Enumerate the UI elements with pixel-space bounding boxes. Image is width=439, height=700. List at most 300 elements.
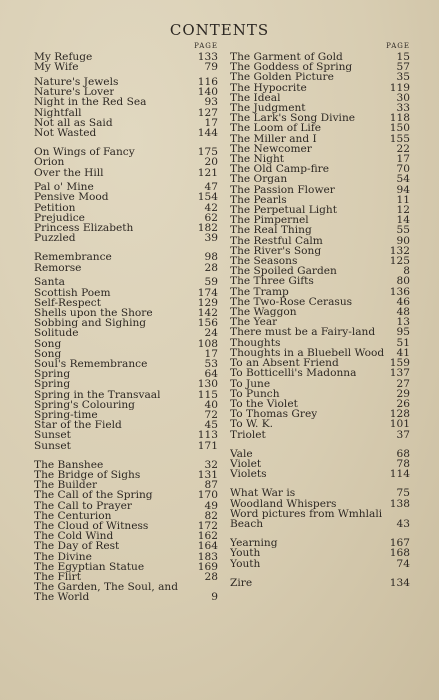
entry-page-number: 154: [197, 191, 218, 204]
entry-page-number: 90: [396, 234, 410, 247]
entry-title: The Pearls: [230, 194, 287, 206]
contents-entry: [230, 195, 410, 205]
section-spacer: [230, 479, 410, 488]
entry-page-number: 164: [197, 540, 218, 553]
entry-page-number: 37: [396, 428, 410, 441]
entry-page-number: 75: [396, 487, 410, 500]
entry-page-number: 108: [197, 337, 218, 350]
contents-entry: [34, 572, 218, 582]
entry-page-number: 115: [197, 388, 218, 401]
contents-entry: [230, 103, 410, 113]
entry-page-number: 159: [389, 357, 410, 370]
entry-page-number: 93: [204, 96, 218, 109]
entry-title: The Garment of Gold: [230, 52, 343, 63]
contents-entry: [230, 327, 410, 337]
entry-page-number: 162: [197, 530, 218, 543]
entry-page-number: 8: [403, 265, 410, 278]
entry-page-number: 11: [396, 193, 410, 206]
contents-entry: [34, 349, 218, 359]
entry-page-number: 74: [396, 557, 410, 570]
entry-page-number: 17: [204, 116, 218, 129]
entry-page-number: 33: [396, 102, 410, 115]
contents-entry: [230, 307, 410, 317]
contents-entry: [230, 93, 410, 103]
entry-page-number: 48: [396, 306, 410, 319]
entry-title: Vale: [230, 448, 253, 459]
contents-entry: [34, 480, 218, 490]
contents-entry: [230, 164, 410, 174]
entry-page-number: 94: [396, 183, 410, 196]
contents-entry: [230, 287, 410, 297]
section-spacer: [34, 243, 218, 252]
entry-title: To the Violet: [230, 398, 298, 410]
entry-title: The Golden Picture: [230, 72, 334, 83]
entry-title: To W. K.: [230, 419, 274, 430]
entry-page-number: 182: [197, 222, 218, 235]
entry-title: The Old Camp-fire: [230, 164, 329, 175]
entry-page-number: 150: [389, 122, 410, 135]
entry-page-number: 46: [396, 295, 410, 308]
entry-page-number: 47: [204, 181, 218, 194]
entry-page-number: 70: [396, 163, 410, 176]
entry-title: The Garden, The Soul, and: [34, 582, 179, 593]
contents-entry: [230, 276, 410, 286]
entry-page-number: 125: [389, 255, 410, 268]
contents-entry: [230, 317, 410, 327]
entry-title: The Call of the Spring: [34, 490, 153, 501]
entry-title: The Bridge of Sighs: [34, 470, 141, 481]
entry-title: The Spoiled Garden: [230, 266, 337, 277]
contents-entry: [34, 192, 218, 202]
entry-title: The Restful Calm: [230, 235, 323, 246]
contents-entry: [230, 578, 410, 588]
entry-page-number: 64: [204, 368, 218, 381]
entry-title: Prejudice: [34, 212, 85, 224]
entry-title: The Tramp: [230, 286, 289, 297]
entry-title: Pensive Mood: [34, 192, 109, 203]
contents-entry: [230, 488, 410, 498]
contents-entry: [34, 97, 218, 107]
entry-title: To June: [230, 378, 271, 389]
entry-title: The Hypocrite: [230, 82, 307, 93]
contents-entry: [230, 499, 410, 509]
entry-page-number: 116: [197, 75, 218, 88]
entry-title: Thoughts: [230, 337, 281, 348]
entry-page-number: 59: [204, 276, 218, 289]
entry-title: The Divine: [34, 551, 92, 562]
entry-title: The Lark's Song Divine: [230, 113, 356, 124]
contents-entry: [230, 62, 410, 72]
entry-page-number: 68: [396, 447, 410, 460]
entry-title: The Centurion: [34, 510, 112, 522]
entry-title: There must be a Fairy-land: [230, 327, 376, 338]
entry-page-number: 130: [197, 378, 218, 391]
contents-entry: [230, 215, 410, 225]
contents-entry: [230, 409, 410, 419]
section-spacer: [230, 569, 410, 578]
entry-title: Spring: [34, 379, 71, 390]
contents-entry: [34, 390, 218, 400]
entry-title: The Loom of Life: [230, 123, 322, 134]
contents-entry: [230, 83, 410, 93]
entry-page-number: 29: [396, 387, 410, 400]
contents-entry: [34, 531, 218, 541]
entry-title: Song: [34, 348, 62, 359]
entry-title: Star of the Field: [34, 420, 122, 431]
entry-page-number: 172: [197, 520, 218, 533]
entry-page-number: 13: [396, 316, 410, 329]
entry-title: The Passion Flower: [230, 184, 335, 195]
contents-entry: [34, 77, 218, 87]
page-column-header: PAGE: [194, 42, 218, 50]
entry-page-number: 45: [204, 419, 218, 432]
contents-entry: [34, 87, 218, 97]
entry-title: The Day of Rest: [34, 541, 120, 552]
contents-entry: [230, 123, 410, 133]
entry-title: Woodland Whispers: [230, 498, 337, 509]
contents-entry: [34, 182, 218, 192]
contents-entry: [230, 174, 410, 184]
entry-page-number: 22: [396, 142, 410, 155]
entry-title: The Banshee: [34, 459, 104, 471]
entry-title: Santa: [34, 277, 65, 288]
entry-page-number: 42: [204, 201, 218, 214]
entry-page-number: 79: [204, 61, 218, 74]
entry-title: Violet: [230, 458, 262, 470]
page-title: CONTENTS: [169, 21, 270, 39]
entry-page-number: 167: [389, 537, 410, 550]
entry-page-number: 183: [197, 550, 218, 563]
contents-entry: [34, 52, 218, 62]
entry-title: Nature's Lover: [34, 87, 115, 98]
entry-title: My Refuge: [34, 52, 93, 63]
entry-title: To Thomas Grey: [230, 409, 318, 420]
contents-entry: [34, 369, 218, 379]
contents-list-left: [34, 52, 218, 603]
contents-entry: [34, 108, 218, 118]
entry-page-number: 49: [204, 499, 218, 512]
contents-entry: [230, 256, 410, 266]
entry-title: Not all as Said: [34, 117, 113, 128]
entry-title: Sunset: [34, 430, 71, 441]
contents-entry: [34, 582, 218, 592]
entry-page-number: 17: [204, 347, 218, 360]
entry-title: The Seasons: [230, 256, 298, 267]
entry-title: The Year: [230, 317, 278, 328]
entry-title: Shells upon the Shore: [34, 307, 153, 319]
entry-page-number: 54: [396, 173, 410, 186]
contents-entry: [34, 233, 218, 243]
contents-entry: [34, 562, 218, 572]
entry-page-number: 20: [204, 156, 218, 169]
contents-entry: [34, 359, 218, 369]
contents-column-left: [34, 40, 218, 680]
entry-page-number: 30: [396, 91, 410, 104]
contents-entry: [34, 470, 218, 480]
entry-page-number: 133: [197, 51, 218, 63]
entry-page-number: 28: [204, 571, 218, 584]
entry-title: Remembrance: [34, 252, 112, 263]
entry-title: The Cloud of Witness: [34, 521, 149, 532]
entry-page-number: 17: [396, 153, 410, 166]
entry-title: The World: [34, 592, 90, 603]
entry-page-number: 155: [389, 132, 410, 145]
entry-page-number: 119: [389, 81, 410, 94]
entry-title: Zire: [230, 577, 253, 588]
contents-entry: [34, 511, 218, 521]
entry-page-number: 101: [389, 418, 410, 431]
entry-page-number: 15: [396, 51, 410, 63]
contents-entry: [34, 157, 218, 167]
entry-title: The Night: [230, 154, 285, 165]
entry-title: The Real Thing: [230, 225, 312, 236]
contents-entry: [34, 288, 218, 298]
entry-title: To Botticelli's Madonna: [230, 368, 357, 379]
entry-title: What War is: [230, 488, 296, 499]
contents-entry: [230, 519, 410, 529]
entry-page-number: 32: [204, 458, 218, 471]
contents-entry: [230, 225, 410, 235]
entry-page-number: 137: [389, 367, 410, 380]
contents-entry: [230, 205, 410, 215]
entry-page-number: 80: [396, 275, 410, 288]
contents-entry: [230, 538, 410, 548]
entry-page-number: 121: [197, 166, 218, 179]
contents-entry: [34, 501, 218, 511]
contents-entry: [34, 541, 218, 551]
entry-title: To an Absent Friend: [230, 358, 339, 369]
entry-title: Yearning: [230, 538, 278, 549]
entry-title: Beach: [230, 518, 264, 530]
entry-title: Not Wasted: [34, 127, 97, 139]
entry-title: Violets: [230, 469, 267, 480]
entry-title: The Organ: [230, 174, 288, 185]
contents-entry: [34, 441, 218, 451]
contents-entry: [230, 72, 410, 82]
contents-entry: [230, 459, 410, 469]
entry-page-number: 131: [197, 469, 218, 482]
entry-title: Over the Hill: [34, 167, 104, 178]
contents-entry: [34, 490, 218, 500]
contents-entry: [230, 236, 410, 246]
entry-title: The Ideal: [230, 92, 281, 104]
entry-title: The Egyptian Statue: [34, 561, 145, 573]
entry-page-number: 142: [197, 306, 218, 319]
entry-page-number: 41: [396, 346, 410, 359]
contents-entry: [34, 328, 218, 338]
entry-page-number: 169: [197, 560, 218, 573]
entry-page-number: 113: [197, 429, 218, 442]
entry-page-number: 82: [204, 509, 218, 522]
entry-title: The Judgment: [230, 103, 306, 114]
entry-page-number: 12: [396, 204, 410, 217]
contents-entry: [230, 379, 410, 389]
entry-title: The Miller and I: [230, 133, 317, 144]
contents-entry: [230, 266, 410, 276]
contents-entry: [230, 358, 410, 368]
entry-page-number: 51: [396, 336, 410, 349]
contents-entry: [230, 559, 410, 569]
contents-entry: [230, 399, 410, 409]
entry-page-number: 174: [197, 286, 218, 299]
entry-title: To Punch: [230, 388, 280, 399]
contents-entry: [34, 400, 218, 410]
entry-title: Triolet: [230, 429, 266, 440]
entry-title: Night in the Red Sea: [34, 97, 147, 108]
entry-title: The Perpetual Light: [230, 205, 337, 216]
entry-page-number: 140: [197, 86, 218, 99]
contents-entry: [230, 430, 410, 440]
entry-title: Remorse: [34, 262, 82, 273]
entry-title: The Cold Wind: [34, 531, 114, 542]
entry-page-number: 24: [204, 327, 218, 340]
entry-page-number: 129: [197, 296, 218, 309]
entry-title: Spring: [34, 369, 71, 380]
contents-entry: [34, 203, 218, 213]
entry-title: Spring-time: [34, 410, 98, 421]
entry-page-number: 43: [396, 517, 410, 530]
entry-title: My Wife: [34, 62, 79, 73]
entry-page-number: 27: [396, 377, 410, 390]
entry-page-number: 28: [204, 261, 218, 274]
contents-entry: [34, 147, 218, 157]
entry-title: Song: [34, 338, 62, 349]
contents-list-right: [230, 52, 410, 588]
entry-page-number: 134: [389, 576, 410, 589]
contents-entry: [34, 339, 218, 349]
entry-title: The Builder: [34, 480, 98, 491]
contents-column-right: [230, 40, 410, 680]
entry-title: Princess Elizabeth: [34, 223, 134, 234]
entry-title: The Newcomer: [230, 143, 312, 155]
entry-title: Spring in the Transvaal: [34, 389, 161, 400]
contents-entry: [34, 118, 218, 128]
contents-entry: [230, 389, 410, 399]
entry-title: The Two-Rose Cerasus: [230, 296, 353, 308]
entry-page-number: 168: [389, 547, 410, 560]
entry-page-number: 40: [204, 398, 218, 411]
entry-title: Sobbing and Sighing: [34, 318, 147, 329]
contents-entry: [230, 297, 410, 307]
entry-page-number: 62: [204, 211, 218, 224]
entry-page-number: 138: [389, 497, 410, 510]
entry-title: Pal o' Mine: [34, 182, 94, 193]
contents-entry: [34, 420, 218, 430]
contents-entry: [230, 348, 410, 358]
section-spacer: [34, 451, 218, 460]
contents-entry: [230, 52, 410, 62]
contents-entry: [230, 246, 410, 256]
entry-page-number: 175: [197, 146, 218, 159]
entry-title: Solitude: [34, 328, 79, 339]
entry-page-number: 114: [389, 468, 410, 481]
entry-title: The River's Song: [230, 245, 322, 257]
contents-entry: [34, 552, 218, 562]
entry-title: The Goddess of Spring: [230, 62, 353, 73]
entry-title: Puzzled: [34, 233, 76, 244]
contents-entry: [34, 128, 218, 138]
contents-entry: [34, 592, 218, 602]
entry-title: The Pimpernel: [230, 215, 309, 226]
page-column-header: PAGE: [386, 42, 410, 50]
entry-title: Soul's Remembrance: [34, 358, 148, 370]
entry-title: The Flirt: [34, 572, 81, 583]
entry-title: Orion: [34, 157, 65, 168]
contents-entry: [34, 263, 218, 273]
contents-entry: [34, 410, 218, 420]
entry-title: Scottish Poem: [34, 287, 111, 298]
entry-title: Thoughts in a Bluebell Wood: [230, 347, 384, 359]
entry-page-number: 14: [396, 214, 410, 227]
contents-entry: [230, 185, 410, 195]
section-spacer: [230, 440, 410, 449]
contents-entry: [34, 223, 218, 233]
entry-title: The Three Gifts: [230, 276, 314, 287]
entry-page-number: 171: [197, 439, 218, 452]
contents-entry: [34, 308, 218, 318]
entry-title: Spring's Colouring: [34, 399, 135, 410]
entry-title: Youth: [230, 558, 261, 569]
contents-entry: [34, 277, 218, 287]
contents-entry: [230, 338, 410, 348]
entry-page-number: 9: [211, 591, 218, 604]
contents-entry: [34, 460, 218, 470]
entry-page-number: 39: [204, 232, 218, 245]
entry-page-number: 156: [197, 317, 218, 330]
entry-page-number: 87: [204, 479, 218, 492]
entry-title: Youth: [230, 548, 261, 559]
section-spacer: [230, 529, 410, 538]
entry-title: Sunset: [34, 440, 71, 451]
contents-entry: [230, 113, 410, 123]
entry-title: Nightfall: [34, 107, 82, 118]
entry-page-number: 35: [396, 71, 410, 84]
contents-entry: [230, 419, 410, 429]
entry-title: The Call to Prayer: [34, 500, 132, 511]
entry-page-number: 95: [396, 326, 410, 339]
entry-title: Word pictures from Wmhlali: [230, 508, 383, 519]
entry-title: Petition: [34, 202, 76, 213]
entry-title: On Wings of Fancy: [34, 147, 135, 158]
contents-entry: [230, 548, 410, 558]
contents-entry: [34, 62, 218, 72]
contents-entry: [230, 469, 410, 479]
contents-entry: [34, 379, 218, 389]
entry-page-number: 127: [197, 106, 218, 119]
contents-entry: [230, 144, 410, 154]
entry-page-number: 53: [204, 357, 218, 370]
entry-page-number: 26: [396, 397, 410, 410]
entry-title: The Waggon: [230, 307, 297, 318]
contents-entry: [34, 318, 218, 328]
contents-entry: [34, 298, 218, 308]
entry-page-number: 72: [204, 409, 218, 421]
entry-page-number: 144: [197, 126, 218, 139]
contents-entry: [230, 368, 410, 378]
contents-entry: [230, 154, 410, 164]
entry-page-number: 136: [389, 285, 410, 298]
entry-page-number: 170: [197, 489, 218, 502]
entry-page-number: 78: [396, 457, 410, 470]
entry-page-number: 128: [389, 408, 410, 421]
contents-entry: [230, 449, 410, 459]
entry-page-number: 57: [396, 61, 410, 74]
contents-entry: [230, 509, 410, 519]
contents-entry: [34, 252, 218, 262]
contents-entry: [34, 213, 218, 223]
entry-title: Nature's Jewels: [34, 76, 119, 88]
entry-page-number: 118: [389, 112, 410, 125]
